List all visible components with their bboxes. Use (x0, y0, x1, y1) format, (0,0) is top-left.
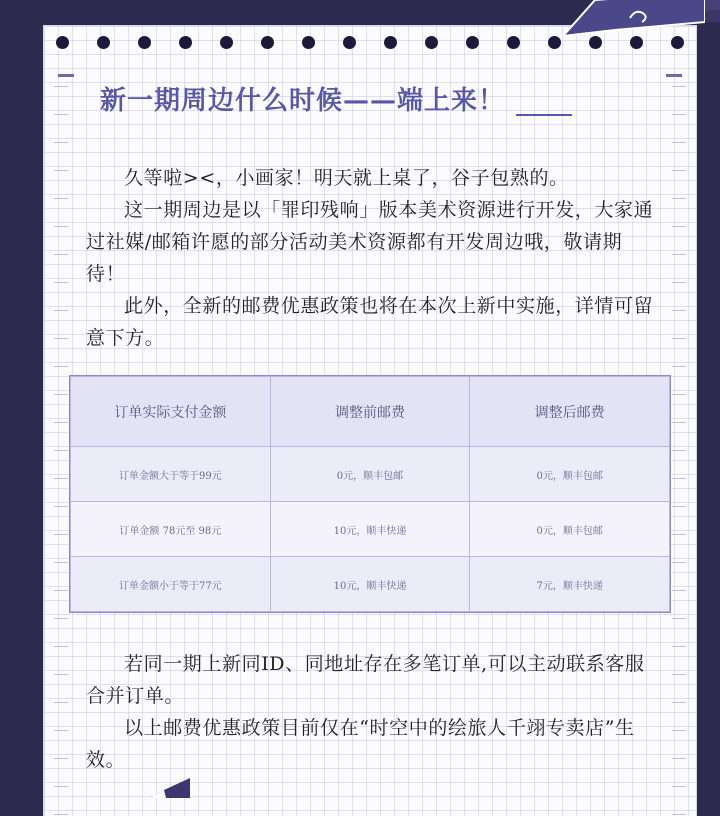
table-header-cell: 调整后邮费 (470, 377, 670, 447)
table-cell: 10元，顺丰快递 (270, 502, 470, 557)
binder-hole (548, 36, 561, 49)
table-row (71, 447, 670, 502)
table-header-row (71, 377, 670, 447)
table-cell: 7元，顺丰快递 (470, 557, 670, 612)
table-cell: 订单金额大于等于99元 (71, 447, 271, 502)
table-header-cell: 订单实际支付金额 (71, 377, 271, 447)
intro-paragraph: 久等啦><，小画家！明天就上桌了，谷子包熟的。 (124, 167, 569, 189)
intro-paragraph: 此外，全新的邮费优惠政策也将在本次上新中实施，详情可留意下方。 (86, 295, 654, 349)
intro-paragraph: 这一期周边是以「罪印残响」版本美术资源进行开发，大家通过社媒/邮箱许愿的部分活动美术资源都有开发周边哦，敬请期待！ (86, 199, 654, 285)
corner-mark-right (666, 74, 682, 77)
table-header-cell: 调整前邮费 (270, 377, 470, 447)
outro-paragraph: 若同一期上新同ID、同地址存在多笔订单,可以主动联系客服合并订单。 (86, 653, 645, 707)
outro-text (86, 648, 660, 776)
binder-holes (56, 36, 684, 56)
binder-hole (671, 36, 684, 49)
binder-hole (384, 36, 397, 49)
binder-hole (97, 36, 110, 49)
notebook-paper (44, 26, 696, 816)
table-cell: 0元，顺丰包邮 (470, 447, 670, 502)
binder-hole (589, 36, 602, 49)
pencil-icon (150, 778, 190, 798)
binder-hole (220, 36, 233, 49)
binder-hole (56, 36, 69, 49)
table-cell: 订单金额小于等于77元 (71, 557, 271, 612)
table-cell: 0元，顺丰包邮 (470, 502, 670, 557)
table-cell: 订单金额 78元至 98元 (71, 502, 271, 557)
binder-hole (179, 36, 192, 49)
left-margin-dashes (54, 86, 68, 816)
table-row (71, 502, 670, 557)
corner-mark-left (58, 74, 74, 77)
binder-hole (302, 36, 315, 49)
binder-hole (425, 36, 438, 49)
table-row (71, 557, 670, 612)
binder-hole (507, 36, 520, 49)
shipping-fee-table (70, 376, 670, 612)
binder-hole (630, 36, 643, 49)
intro-text (86, 162, 660, 354)
title-underline (516, 114, 572, 116)
page-title: 新一期周边什么时候——端上来！ (100, 86, 506, 116)
table-cell: 10元，顺丰快递 (270, 557, 470, 612)
binder-hole (343, 36, 356, 49)
right-margin-dashes (672, 86, 686, 816)
binder-hole (466, 36, 479, 49)
table-cell: 0元，顺丰包邮 (270, 447, 470, 502)
ribbon-tag-decoration (555, 0, 705, 36)
binder-hole (261, 36, 274, 49)
binder-hole (138, 36, 151, 49)
outro-paragraph: 以上邮费优惠政策目前仅在“时空中的绘旅人千翊专卖店”生效。 (86, 717, 635, 771)
